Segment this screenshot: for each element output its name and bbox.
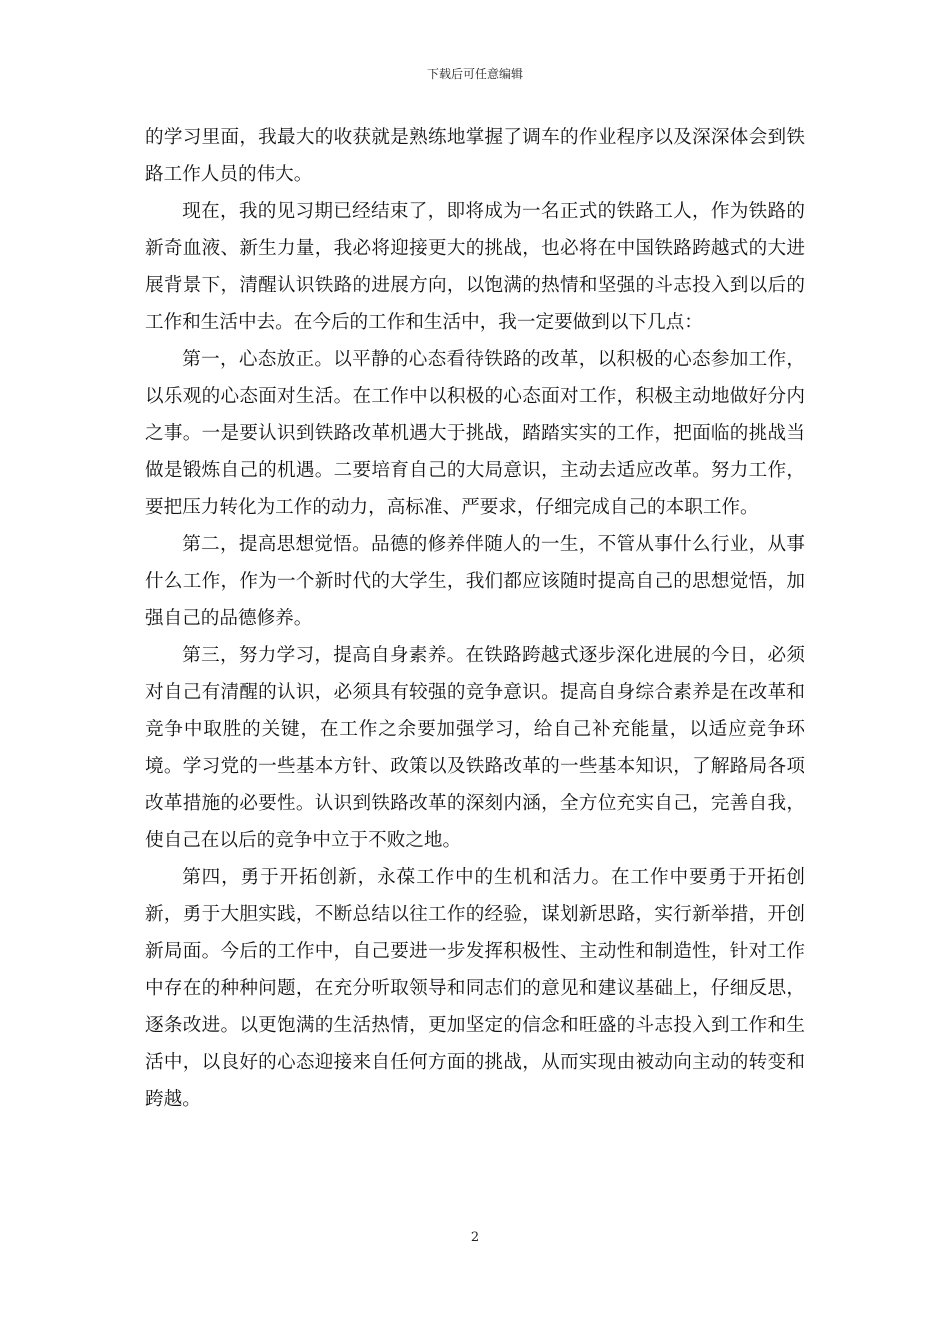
page-header: 下载后可任意编辑 <box>426 67 523 81</box>
document-body <box>145 119 805 1118</box>
paragraph-point-three: 第三，努力学习，提高自身素养。在铁路跨越式逐步深化进展的今日，必须对自己有清醒的认识，必须具有较强的竞争意识。提高自身综合素养是在改革和竞争中取胜的关键，在工作之余要加强学习，给自己补充能量，以适应竞争环境。学习党的一些基本方针、政策以及铁路改革的一些基本知识，了解路局各项改革措施的必要性。认识到铁路改革的深刻内涵，全方位充实自己，完善自我，使自己在以后的竞争中立于不败之地。 <box>145 645 805 851</box>
paragraph-continuation: 的学习里面，我最大的收获就是熟练地掌握了调车的作业程序以及深深体会到铁路工作人员的伟大。 <box>145 127 805 185</box>
paragraph-internship-summary: 现在，我的见习期已经结束了，即将成为一名正式的铁路工人，作为铁路的新奇血液、新生力量，我必将迎接更大的挑战，也必将在中国铁路跨越式的大进展背景下，清醒认识铁路的进展方向，以饱满的热情和坚强的斗志投入到以后的工作和生活中去。在今后的工作和生活中，我一定要做到以下几点： <box>145 201 805 333</box>
paragraph-point-two: 第二，提高思想觉悟。品德的修养伴随人的一生，不管从事什么行业，从事什么工作，作为一个新时代的大学生，我们都应该随时提高自己的思想觉悟，加强自己的品德修养。 <box>145 534 805 629</box>
paragraph-point-four: 第四，勇于开拓创新，永葆工作中的生机和活力。在工作中要勇于开拓创新，勇于大胆实践，不断总结以往工作的经验，谋划新思路，实行新举措，开创新局面。今后的工作中，自己要进一步发挥积极性、主动性和制造性，针对工作中存在的种种问题，在充分听取领导和同志们的意见和建议基础上，仔细反思，逐条改进。以更饱满的生活热情，更加坚定的信念和旺盛的斗志投入到工作和生活中，以良好的心态迎接来自任何方面的挑战，从而实现由被动向主动的转变和跨越。 <box>145 867 805 1110</box>
page-number: 2 <box>470 1230 480 1245</box>
paragraph-point-one: 第一，心态放正。以平静的心态看待铁路的改革，以积极的心态参加工作，以乐观的心态面对生活。在工作中以积极的心态面对工作，积极主动地做好分内之事。一是要认识到铁路改革机遇大于挑战，踏踏实实的工作，把面临的挑战当做是锻炼自己的机遇。二要培育自己的大局意识，主动去适应改革。努力工作，要把压力转化为工作的动力，高标准、严要求，仔细完成自己的本职工作。 <box>145 349 805 518</box>
